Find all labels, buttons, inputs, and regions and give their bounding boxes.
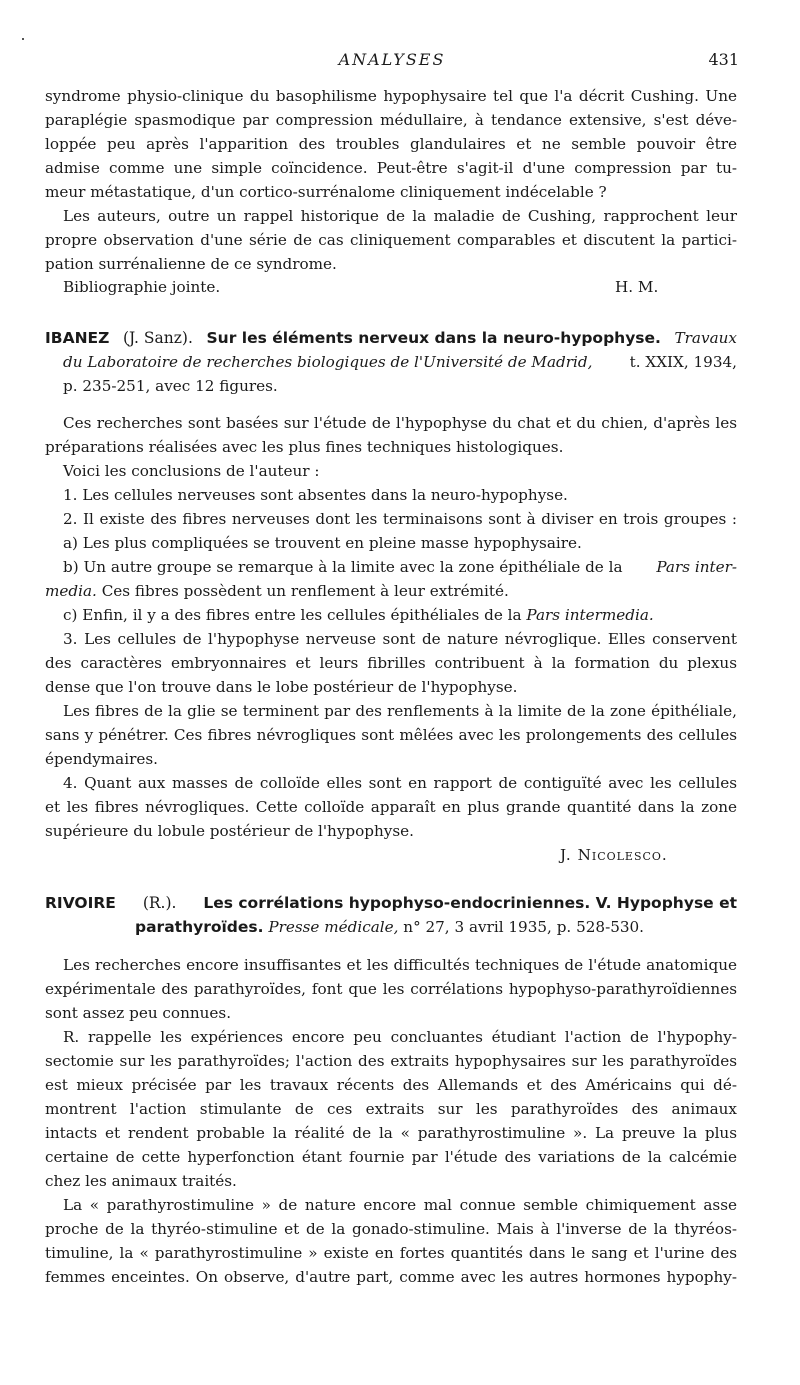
text-line: 4. Quant aux masses de colloïde elles sont en rapport de contiguïté avec les cellules [63, 774, 737, 792]
article-heading [45, 896, 737, 912]
text-line: dense que l'on trouve dans le lobe postérieur de l'hypophyse. [45, 678, 518, 696]
text-line-b2 [45, 584, 509, 599]
citation-ref: n° 27, 3 avril 1935, p. 528-530. [403, 918, 645, 936]
citation-line [63, 355, 737, 370]
text-line: Les fibres de la glie se terminent par des renflements à la limite de la zone épithéliale, [63, 702, 737, 720]
text-line: 2. Il existe des fibres nerveuses dont les terminaisons sont à diviser en trois groupes : [63, 510, 737, 528]
text-span: b) Un autre groupe se remarque à la limite avec la zone épithéliale de la [63, 558, 623, 576]
italic-term: media. [45, 582, 97, 600]
text-line: et les fibres névrogliques. Cette colloïde apparaît en plus grande quantité dans la zone [45, 798, 737, 816]
text-line: syndrome physio-clinique du basophilisme hypophysaire tel que l'a décrit Cushing. Une [45, 87, 737, 105]
journal-name: Travaux [674, 329, 737, 347]
citation-pages: p. 235-251, avec 12 figures. [63, 377, 278, 395]
journal-name-cont: du Laboratoire de recherches biologiques de l'Université de Madrid, [63, 353, 593, 371]
signature: H. M. [615, 278, 659, 296]
text-line: La « parathyrostimuline » de nature encore mal connue semble chimiquement asse [63, 1196, 737, 1214]
journal-name: Presse médicale, [268, 918, 399, 936]
italic-term: Pars intermedia. [526, 606, 654, 624]
italic-term: Pars inter- [656, 558, 737, 576]
author-initials: (J. Sanz). [123, 329, 193, 347]
page-header [45, 50, 739, 72]
text-line: timuline, la « parathyrostimuline » existe en fortes quantités dans le sang et l'urine des [45, 1244, 737, 1262]
article-title-cont: parathyroïdes. [135, 918, 264, 936]
text-line: sont assez peu connues. [45, 1004, 232, 1022]
text-line-b [63, 560, 737, 575]
text-line: admise comme une simple coïncidence. Peut-être s'agit-il d'une compression par tu- [45, 159, 737, 177]
running-title: ANALYSES [338, 50, 446, 69]
text-line: des caractères embryonnaires et leurs fibrilles contribuent à la formation du plexus [45, 654, 737, 672]
text-line-c [63, 608, 654, 623]
text-line: épendymaires. [45, 750, 158, 768]
text-line: Voici les conclusions de l'auteur : [63, 462, 320, 480]
text-span: Ces fibres possèdent un renflement à leur extrémité. [101, 582, 509, 600]
author-initials: (R.). [142, 894, 177, 912]
citation-ref: t. XXIX, 1934, [629, 353, 737, 371]
signature: J. Nicolesco. [560, 846, 668, 864]
text-line: Ces recherches sont basées sur l'étude de l'hypophyse du chat et du chien, d'après les [63, 414, 737, 432]
text-line: R. rappelle les expériences encore peu concluantes étudiant l'action de l'hypophy- [63, 1028, 737, 1046]
text-line: proche de la thyréo-stimuline et de la gonado-stimuline. Mais à l'inverse de la thyréos- [45, 1220, 737, 1238]
text-line: sectomie sur les parathyroïdes; l'action des extraits hypophysaires sur les parathyroïdes [45, 1052, 737, 1070]
text-line: sans y pénétrer. Ces fibres névrogliques sont mêlées avec les prolongements des cellules [45, 726, 737, 744]
speck-mark [22, 38, 24, 40]
text-line: Les recherches encore insuffisantes et les difficultés techniques de l'étude anatomique [63, 956, 737, 974]
text-line: intacts et rendent probable la réalité de la « parathyrostimuline ». La preuve la plus [45, 1124, 737, 1142]
text-line: 1. Les cellules nerveuses sont absentes dans la neuro-hypophyse. [63, 486, 568, 504]
bibliography-note: Bibliographie jointe. [63, 278, 221, 296]
text-line: supérieure du lobule postérieur de l'hypophyse. [45, 822, 414, 840]
article-author: IBANEZ [45, 329, 110, 347]
text-line: loppée peu après l'apparition des troubles glandulaires et ne semble pouvoir être [45, 135, 737, 153]
text-line: pation surrénalienne de ce syndrome. [45, 255, 337, 273]
text-line: femmes enceintes. On observe, d'autre part, comme avec les autres hormones hypophy- [45, 1268, 737, 1286]
text-line: propre observation d'une série de cas cliniquement comparables et discutent la partici- [45, 231, 737, 249]
text-line: est mieux précisée par les travaux récents des Allemands et des Américains qui dé- [45, 1076, 737, 1094]
article-title: Les corrélations hypophyso-endocriniennes. V. Hypophyse et [203, 894, 737, 912]
text-line: montrent l'action stimulante de ces extraits sur les parathyroïdes des animaux [45, 1100, 737, 1118]
text-line: certaine de cette hyperfonction étant fournie par l'étude des variations de la calcémie [45, 1148, 737, 1166]
citation-line [135, 920, 644, 936]
text-span: c) Enfin, il y a des fibres entre les cellules épithéliales de la [63, 606, 522, 624]
text-line: paraplégie spasmodique par compression médullaire, à tendance extensive, s'est déve- [45, 111, 737, 129]
text-line: Les auteurs, outre un rappel historique de la maladie de Cushing, rapprochent leur [63, 207, 737, 225]
text-line: préparations réalisées avec les plus fines techniques histologiques. [45, 438, 564, 456]
article-heading [45, 331, 737, 347]
text-line: chez les animaux traités. [45, 1172, 237, 1190]
text-line: meur métastatique, d'un cortico-surrénalome cliniquement indécelable ? [45, 183, 607, 201]
text-line: expérimentale des parathyroïdes, font que les corrélations hypophyso-parathyroïdiennes [45, 980, 737, 998]
text-line: a) Les plus compliquées se trouvent en pleine masse hypophysaire. [63, 534, 582, 552]
article-author: RIVOIRE [45, 894, 116, 912]
page-number: 431 [708, 50, 739, 69]
article-title: Sur les éléments nerveux dans la neuro-hypophyse. [206, 329, 661, 347]
text-line: 3. Les cellules de l'hypophyse nerveuse sont de nature névroglique. Elles conservent [63, 630, 737, 648]
